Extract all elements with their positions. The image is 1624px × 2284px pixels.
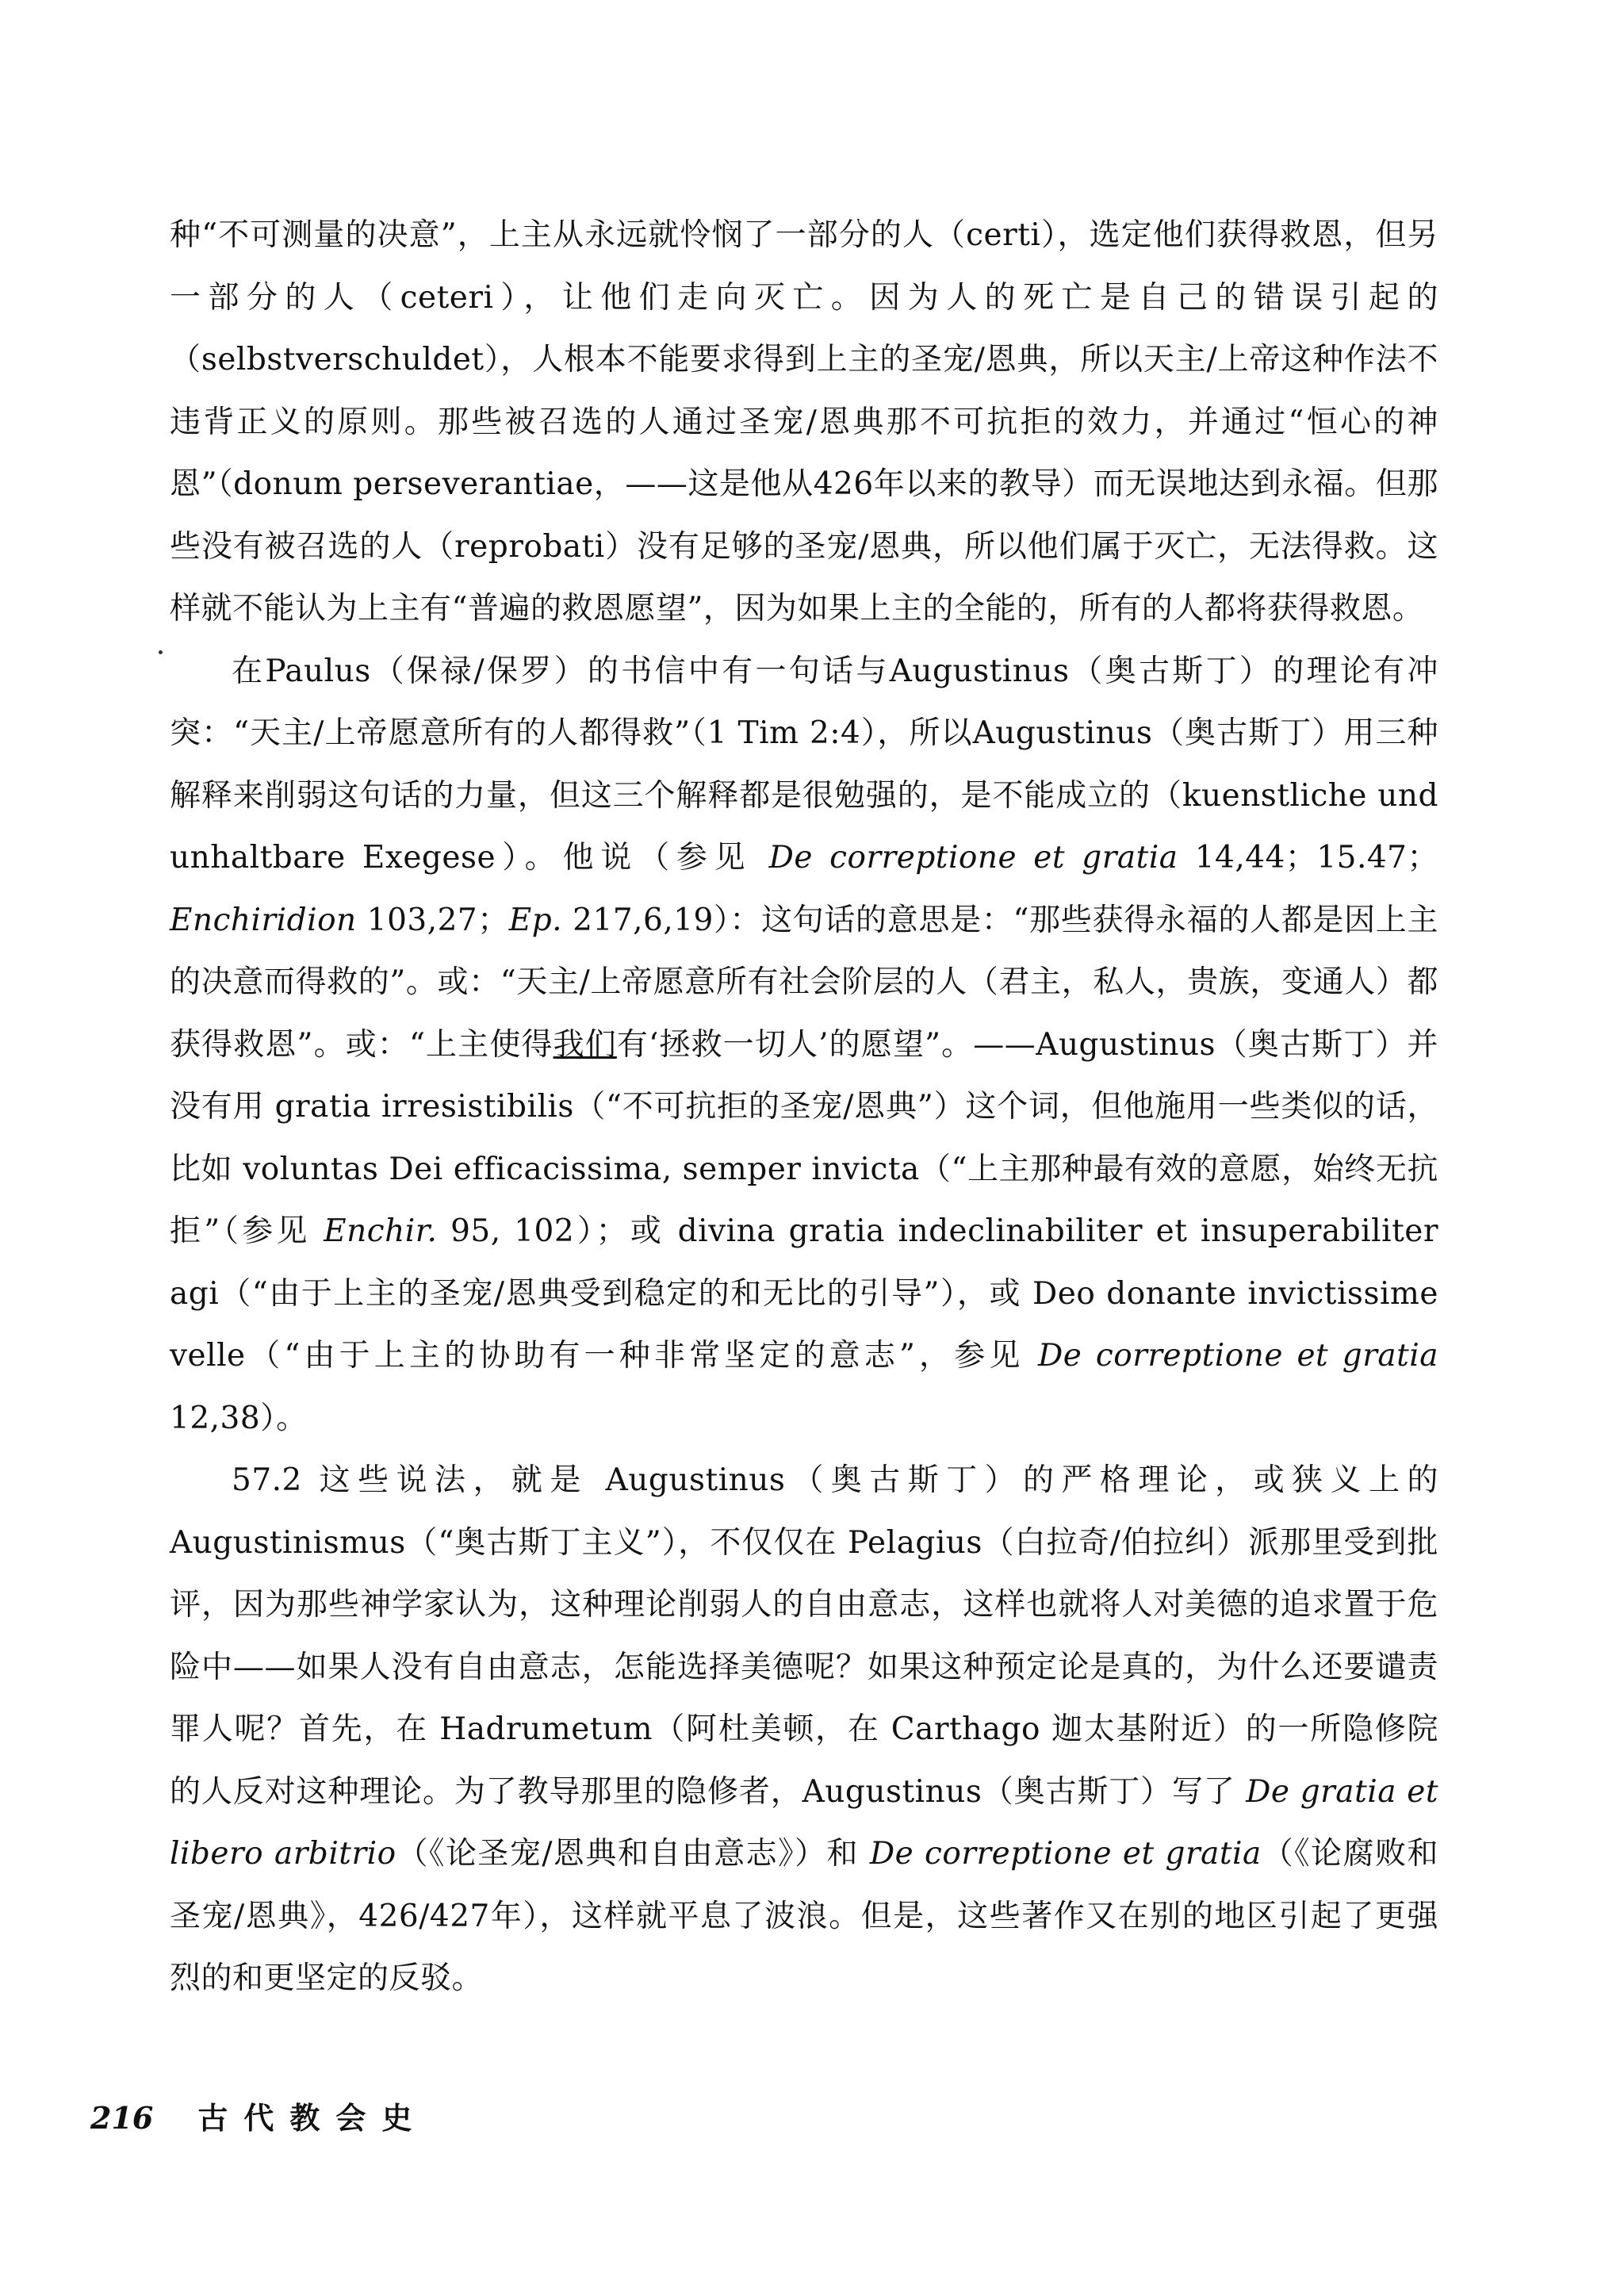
page-footer: [90, 2094, 427, 2137]
latin-title: Enchiridion: [170, 902, 357, 938]
body-text: [170, 205, 1438, 2010]
stray-ink-dot: [159, 650, 163, 654]
page-number: 216: [90, 2100, 154, 2136]
latin-title: De correptione et gratia: [869, 1836, 1262, 1872]
text-run: （《论圣宠/恩典和自由意志》）和: [396, 1836, 870, 1872]
paragraph-3: [170, 1450, 1438, 2010]
running-title: 古代教会史: [197, 2100, 428, 2136]
text-run: 在Paulus（保禄/保罗）的书信中有一句话与Augustinus（奥古斯丁）的理论有冲突：“天主/上帝愿意所有的人都得救”（1 Tim 2:4），所以Augustinus（奥古斯丁）用三种解释来削弱这句话的力量，但这三个解释都是很勉强的，是不能成立的（kuenstliche und unhaltbare Exegese）。他说（参见: [170, 653, 1438, 876]
text-run: 14,44；15.47；: [1178, 840, 1438, 876]
underlined-text: 我们: [553, 1026, 617, 1063]
text-run: 12,38）。: [170, 1400, 308, 1436]
text-run: 57.2 这些说法，就是 Augustinus（奥古斯丁）的严格理论，或狭义上的 Augustinismus（“奥古斯丁主义”），不仅仅在 Pelagius（白拉奇/伯拉纠）派那里受到批评，因为那些神学家认为，这种理论削弱人的自由意志，这样也就将人对美德的追求置于危险中——如果人没有自由意志，怎能选择美德呢？如果这种预定论是真的，为什么还要谴责罪人呢？首先，在 Hadrumetum（阿杜美顿，在 Carthago 迦太基附近）的一所隐修院的人反对这种理论。为了教导那里的隐修者，Augustinus（奥古斯丁）写了: [170, 1462, 1438, 1810]
latin-title: Ep.: [508, 902, 563, 938]
text-run: 种“不可测量的决意”，上主从永远就怜悯了一部分的人（certi），选定他们获得救恩，但另一部分的人（ceteri），让他们走向灭亡。因为人的死亡是自己的错误引起的（selbstverschuldet），人根本不能要求得到上主的圣宠/恩典，所以天主/上帝这种作法不违背正义的原则。那些被召选的人通过圣宠/恩典那不可抗拒的效力，并通过“恒心的神恩”（donum perseverantiae，——这是他从426年以来的教导）而无误地达到永福。但那些没有被召选的人（reprobati）没有足够的圣宠/恩典，所以他们属于灭亡，无法得救。这样就不能认为上主有“普遍的救恩愿望”，因为如果上主的全能的，所有的人都将获得救恩。: [170, 217, 1438, 627]
text-run: （《论腐败和圣宠/恩典》，426/427年），这样就平息了波浪。但是，这些著作又在别的地区引起了更强烈的和更坚定的反驳。: [170, 1836, 1438, 1996]
latin-title: De gratia et libero arbitrio: [170, 1773, 1438, 1872]
latin-title: De correptione et gratia: [1038, 1338, 1438, 1374]
text-run: 103,27；: [356, 902, 509, 938]
text-run: 217,6,19）：这句话的意思是：“那些获得永福的人都是因上主的决意而得救的”。或：“天主/上帝愿意所有社会阶层的人（君主，私人，贵族，变通人）都获得救恩”。或：“上主使得: [170, 902, 1438, 1063]
text-run: 95, 102）；或 divina gratia indeclinabiliter et insuperabiliter agi（“由于上主的圣宠/恩典受到稳定的和无比的引导”），或 Deo donante invictissime velle（“由于上主的协助有一种非常坚定的意志”，参见: [170, 1213, 1438, 1374]
text-run: 有‘拯救一切人’的愿望”。——Augustinus（奥古斯丁）并没有用 gratia irresistibilis（“不可抗拒的圣宠/恩典”）这个词，但他施用一些类似的话，比如 voluntas Dei efficacissima, semper invicta（“上主那种最有效的意愿，始终无抗拒”（参见: [170, 1026, 1438, 1249]
paragraph-1: [170, 205, 1438, 641]
latin-title: De correptione et gratia: [768, 840, 1178, 876]
paragraph-2: [170, 641, 1438, 1450]
latin-title: Enchir.: [324, 1213, 438, 1249]
